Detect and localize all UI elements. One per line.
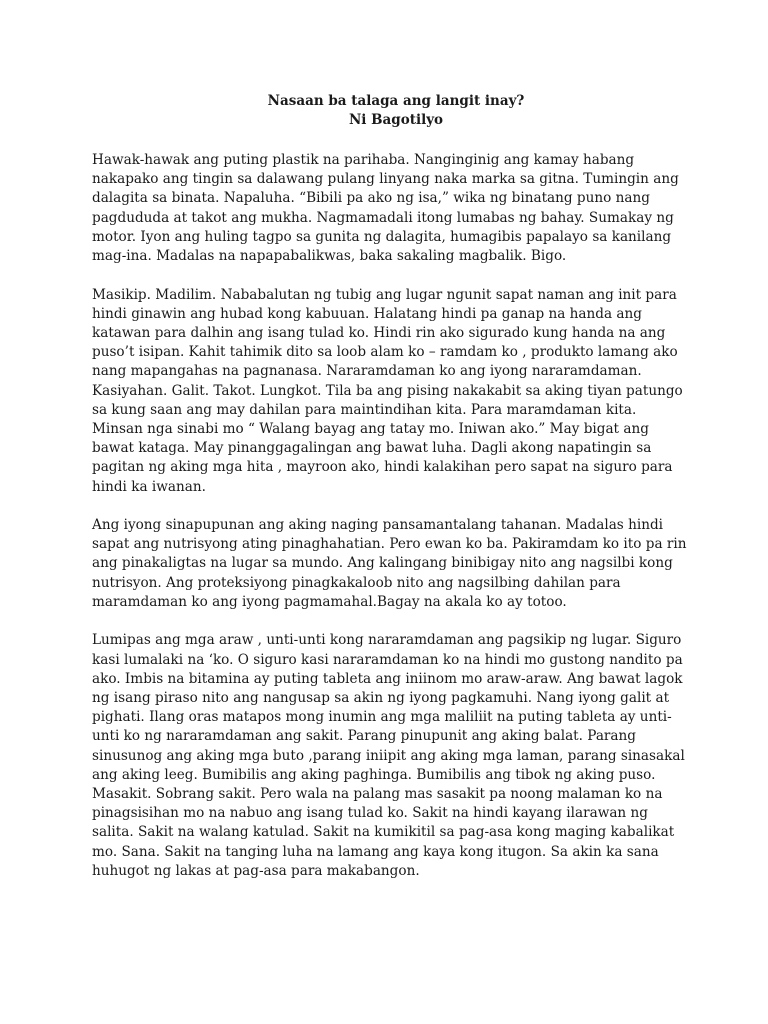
text-line: Masakit. Sobrang sakit. Pero wala na palang mas sasakit pa noong malaman ko na bbox=[92, 785, 663, 802]
text-line: salita. Sakit na walang katulad. Sakit na kumikitil sa pag-asa kong maging kabalikat bbox=[92, 824, 675, 841]
text-line: maramdaman ko ang iyong pagmamahal.Bagay na akala ko ay totoo. bbox=[92, 593, 567, 610]
text-line: nutrisyon. Ang proteksiyong pinagkakaloob nito ang nagsilbing dahilan para bbox=[92, 574, 621, 591]
text-line: ng isang piraso nito ang nangusap sa akin ng iyong pagkamuhi. Nang iyong galit at bbox=[92, 689, 670, 706]
document-author: Ni Bagotilyo bbox=[348, 112, 444, 128]
text-line: pighati. Ilang oras matapos mong inumin ang mga maliliit na puting tableta ay unti- bbox=[92, 709, 672, 726]
paragraph-1 bbox=[92, 151, 692, 266]
text-line: dalagita sa binata. Napaluha. “Bibili pa ako ng isa,” wika ng binatang puno nang bbox=[92, 190, 650, 207]
text-line: hindi ka iwanan. bbox=[92, 478, 206, 495]
document-title: Nasaan ba talaga ang langit inay? bbox=[267, 93, 525, 109]
text-line: huhugot ng lakas at pag-asa para makabangon. bbox=[92, 862, 420, 879]
paragraph-4 bbox=[92, 631, 692, 881]
text-line: mag-ina. Madalas na napapabalikwas, baka sakaling magbalik. Bigo. bbox=[92, 248, 567, 265]
text-line: mo. Sana. Sakit na tanging luha na lamang ang kaya kong itugon. Sa akin ka sana bbox=[92, 843, 659, 860]
title-block bbox=[0, 92, 768, 130]
paragraph-2 bbox=[92, 286, 692, 497]
text-line: nakapako ang tingin sa dalawang pulang linyang naka marka sa gitna. Tumingin ang bbox=[92, 171, 679, 188]
text-line: kasi lumalaki na ‘ko. O siguro kasi nararamdaman ko na hindi mo gustong nandito pa bbox=[92, 651, 683, 668]
text-line: Hawak-hawak ang puting plastik na parihaba. Nanginginig ang kamay habang bbox=[92, 152, 635, 168]
text-line: pagdududa at takot ang mukha. Nagmamadali itong lumabas ng bahay. Sumakay ng bbox=[92, 209, 674, 226]
text-line: Ang iyong sinapupunan ang aking naging pansamantalang tahanan. Madalas hindi bbox=[92, 517, 664, 534]
text-line: bawat kataga. May pinanggagalingan ang bawat luha. Dagli akong napatingin sa bbox=[92, 440, 652, 457]
text-line: sinusunog ang aking mga buto ,parang iniipit ang aking mga laman, parang sinasakal bbox=[92, 747, 685, 764]
text-line: sapat ang nutrisyong ating pinaghahatian. Pero ewan ko ba. Pakiramdam ko ito pa rin bbox=[92, 536, 687, 553]
text-line: sa kung saan ang may dahilan para maintindihan kita. Para maramdaman kita. bbox=[92, 401, 637, 418]
text-line: nang mapangahas na pagnanasa. Nararamdaman ko ang iyong nararamdaman. bbox=[92, 363, 642, 380]
text-line: ako. Imbis na bitamina ay puting tableta ang iniinom mo araw-araw. Ang bawat lagok bbox=[92, 670, 683, 687]
text-line: Masikip. Madilim. Nababalutan ng tubig ang lugar ngunit sapat naman ang init para bbox=[92, 286, 677, 303]
text-line: ang pinakaligtas na lugar sa mundo. Ang kalingang binibigay nito ang nagsilbi kong bbox=[92, 555, 673, 572]
text-line: pinagsisihan mo na nabuo ang isang tulad ko. Sakit na hindi kayang ilarawan ng bbox=[92, 805, 648, 822]
paragraph-3 bbox=[92, 516, 692, 612]
text-line: unti ko ng nararamdaman ang sakit. Parang pinupunit ang aking balat. Parang bbox=[92, 728, 636, 745]
text-line: hindi ginawin ang hubad kong kabuuan. Halatang hindi pa ganap na handa ang bbox=[92, 305, 642, 322]
text-line: katawan para dalhin ang isang tulad ko. Hindi rin ako sigurado kung handa na ang bbox=[92, 324, 666, 341]
paragraph-gap bbox=[92, 266, 692, 285]
paragraph-gap bbox=[92, 612, 692, 631]
text-line: ang aking leeg. Bumibilis ang aking paghinga. Bumibilis ang tibok ng aking puso. bbox=[92, 766, 656, 783]
text-line: Lumipas ang mga araw , unti-unti kong nararamdaman ang pagsikip ng lugar. Siguro bbox=[92, 632, 682, 649]
text-line: Kasiyahan. Galit. Takot. Lungkot. Tila ba ang pising nakakabit sa aking tiyan patungo bbox=[92, 382, 683, 399]
text-line: puso’t isipan. Kahit tahimik dito sa loob alam ko – ramdam ko , produkto lamang ako bbox=[92, 344, 678, 361]
document-body bbox=[92, 151, 692, 881]
text-line: motor. Iyon ang huling tagpo sa gunita ng dalagita, humagibis papalayo sa kanilang bbox=[92, 228, 672, 245]
text-line: pagitan ng aking mga hita , mayroon ako, hindi kalakihan pero sapat na siguro para bbox=[92, 459, 673, 476]
paragraph-gap bbox=[92, 497, 692, 516]
text-line: Minsan nga sinabi mo “ Walang bayag ang tatay mo. Iniwan ako.” May bigat ang bbox=[92, 420, 649, 437]
